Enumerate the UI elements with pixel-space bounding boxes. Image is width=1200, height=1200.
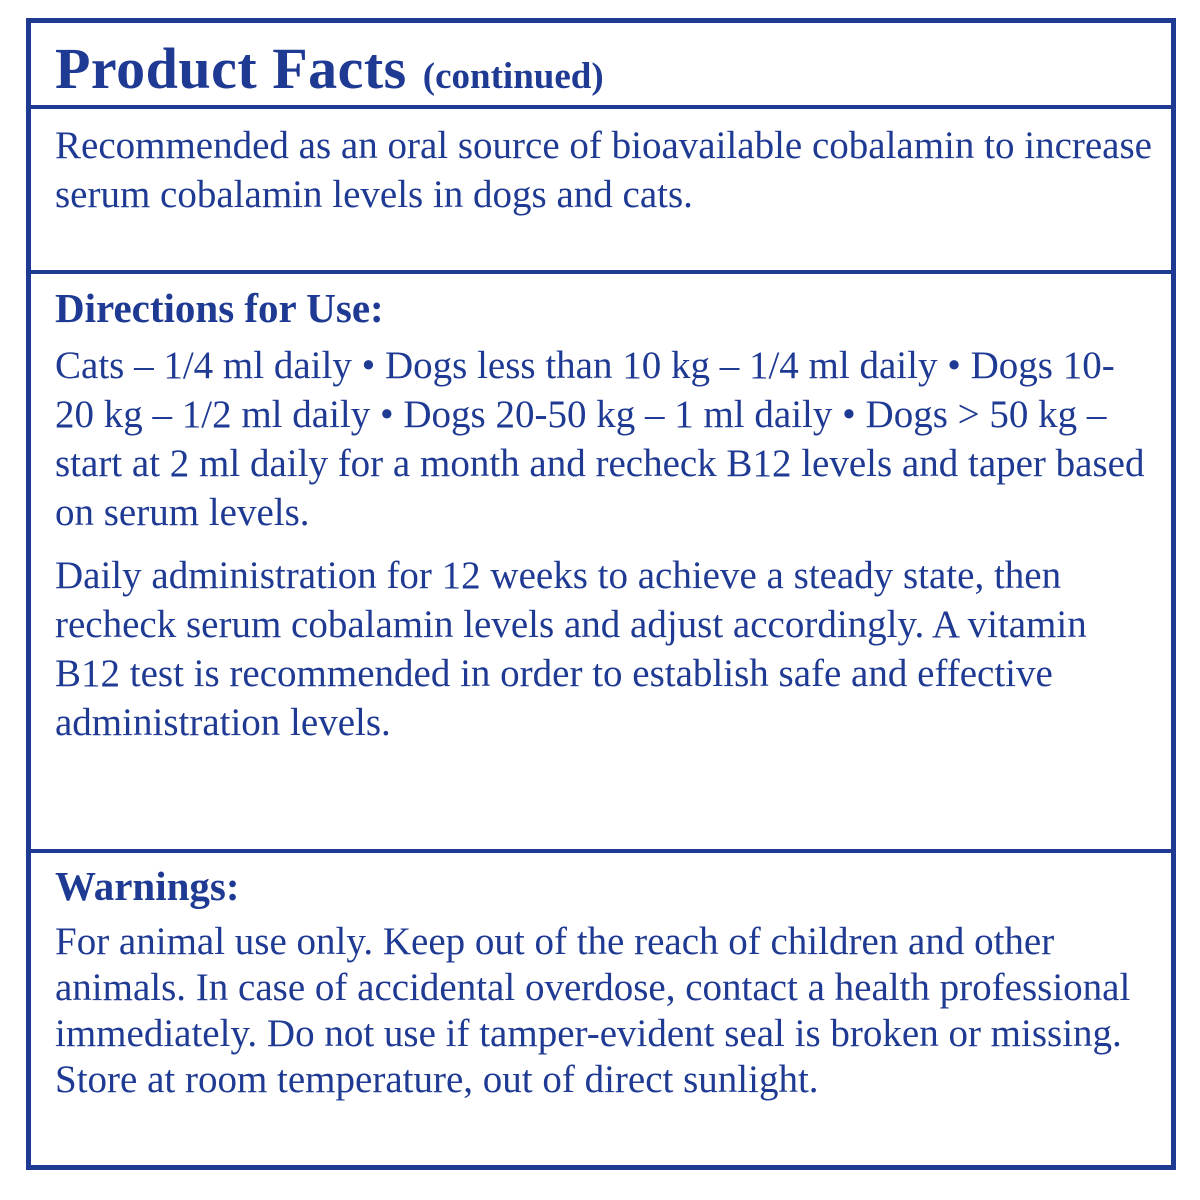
panel-title xyxy=(31,33,1171,115)
divider-intro xyxy=(31,270,1171,274)
directions-administration: Daily administration for 12 weeks to achieve a steady state, then recheck serum cobalamin levels and adjust accordingly. A vitamin B12 test is recommended in order to establish safe and effective administration levels. xyxy=(55,554,1087,744)
divider-title xyxy=(31,105,1171,109)
directions-heading: Directions for Use: xyxy=(55,285,384,331)
title-main: Product Facts xyxy=(55,36,407,101)
intro-section xyxy=(31,121,1171,219)
title-sub: (continued) xyxy=(422,56,604,97)
warnings-text: For animal use only. Keep out of the reach of children and other animals. In case of accidental overdose, contact a health professional immediately. Do not use if tamper-evident seal is broken or missing. Store at room temperature, out of direct sunlight. xyxy=(55,920,1131,1101)
warnings-section xyxy=(31,861,1171,1103)
product-facts-panel xyxy=(26,18,1176,1170)
divider-directions xyxy=(31,849,1171,853)
warnings-heading: Warnings: xyxy=(55,863,240,909)
intro-text: Recommended as an oral source of bioavailable cobalamin to increase serum cobalamin levels in dogs and cats. xyxy=(55,124,1152,216)
directions-section xyxy=(31,283,1171,747)
directions-dosage: Cats – 1/4 ml daily • Dogs less than 10 kg – 1/4 ml daily • Dogs 10-20 kg – 1/2 ml daily • Dogs 20-50 kg – 1 ml daily • Dogs > 50 kg – start at 2 ml daily for a month and recheck B12 levels and taper based on serum levels. xyxy=(55,344,1145,534)
